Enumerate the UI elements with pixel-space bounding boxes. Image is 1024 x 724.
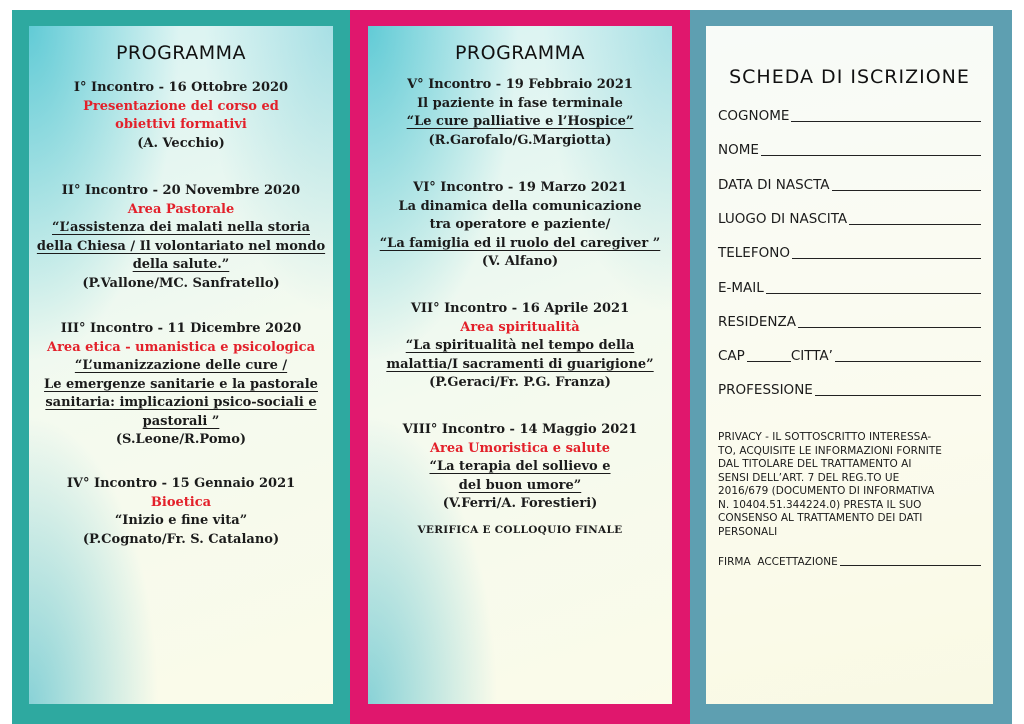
event-topic: malattia/I sacramenti di guarigione” bbox=[386, 356, 654, 372]
input-line[interactable] bbox=[798, 327, 981, 328]
event-speakers: (P.Vallone/MC. Sanfratello) bbox=[82, 275, 280, 291]
input-line[interactable] bbox=[815, 395, 981, 396]
event-topic: “L’umanizzazione delle cure / bbox=[74, 358, 288, 373]
program-panel-left bbox=[29, 26, 333, 704]
event-heading: V° Incontro - 19 Febbraio 2021 bbox=[407, 77, 633, 92]
field-label: E-MAIL bbox=[718, 280, 764, 296]
privacy-line: PERSONALI bbox=[718, 525, 778, 538]
event-heading: IV° Incontro - 15 Gennaio 2021 bbox=[66, 476, 296, 491]
input-line[interactable] bbox=[766, 293, 981, 294]
cap-citta-field[interactable] bbox=[718, 342, 981, 364]
event-heading: VI° Incontro - 19 Marzo 2021 bbox=[413, 180, 627, 195]
citta-label: CITTA’ bbox=[790, 348, 833, 364]
field-label: PROFESSIONE bbox=[718, 382, 813, 398]
field-label: RESIDENZA bbox=[718, 314, 796, 330]
privacy-line: SENSI DELL’ART. 7 DEL REG.TO UE bbox=[718, 471, 900, 484]
event-heading: VII° Incontro - 16 Aprile 2021 bbox=[410, 301, 630, 316]
event-topic: “La terapia del sollievo e bbox=[429, 459, 611, 474]
signature-line[interactable] bbox=[840, 565, 981, 566]
event-topic: del buon umore” bbox=[458, 477, 582, 493]
cognome-field[interactable] bbox=[718, 102, 981, 124]
event-area: Area etica - umanistica e psicologica bbox=[46, 339, 315, 355]
event-heading: I° Incontro - 16 Ottobre 2020 bbox=[73, 80, 289, 95]
signature-field[interactable] bbox=[718, 556, 981, 568]
input-line[interactable] bbox=[761, 155, 981, 156]
registration-form-panel bbox=[706, 26, 993, 704]
event-topic: La dinamica della comunicazione bbox=[398, 198, 642, 214]
event-area: Area Umoristica e salute bbox=[429, 440, 611, 456]
event-topic: pastorali ” bbox=[142, 413, 220, 429]
event-6 bbox=[368, 179, 672, 272]
event-speakers: (P.Geraci/Fr. P.G. Franza) bbox=[429, 375, 611, 390]
event-area: Area spiritualità bbox=[460, 319, 580, 335]
privacy-line: PRIVACY - IL SOTTOSCRITTO INTERESSA- bbox=[718, 431, 932, 443]
event-topic: Il paziente in fase terminale bbox=[417, 95, 623, 111]
event-speakers: (V. Alfano) bbox=[481, 254, 559, 269]
event-speakers: (V.Ferri/A. Forestieri) bbox=[442, 496, 598, 511]
email-field[interactable] bbox=[718, 274, 981, 296]
event-2 bbox=[29, 182, 333, 293]
field-label: COGNOME bbox=[718, 108, 790, 124]
field-label: LUOGO DI NASCITA bbox=[718, 211, 848, 227]
event-heading: III° Incontro - 11 Dicembre 2020 bbox=[60, 321, 302, 336]
input-line[interactable] bbox=[792, 258, 981, 259]
input-line[interactable] bbox=[849, 224, 981, 225]
data-nascita-field[interactable] bbox=[718, 171, 981, 193]
nome-field[interactable] bbox=[718, 136, 981, 158]
field-label: DATA DI NASCTA bbox=[718, 177, 830, 193]
program-title: PROGRAMMA bbox=[115, 42, 247, 64]
input-line[interactable] bbox=[832, 190, 981, 191]
form-title: SCHEDA DI ISCRIZIONE bbox=[729, 66, 970, 88]
input-line[interactable] bbox=[791, 121, 981, 122]
privacy-line: N. 10404.51.344224.0) PRESTA IL SUO bbox=[718, 498, 922, 511]
privacy-notice bbox=[718, 431, 975, 539]
professione-field[interactable] bbox=[718, 376, 981, 398]
cap-input-line[interactable] bbox=[747, 361, 791, 362]
event-topic: “La famiglia ed il ruolo del caregiver ” bbox=[379, 235, 661, 251]
field-label: TELEFONO bbox=[718, 245, 790, 261]
event-topic: della salute.” bbox=[132, 257, 230, 272]
event-topic: Le emergenze sanitarie e la pastorale bbox=[44, 376, 318, 392]
event-4 bbox=[29, 475, 333, 549]
event-area: Area Pastorale bbox=[127, 201, 235, 217]
event-heading: VIII° Incontro - 14 Maggio 2021 bbox=[402, 422, 638, 437]
privacy-line: TO, ACQUISITE LE INFORMAZIONI FORNITE bbox=[718, 444, 942, 457]
cap-label: CAP bbox=[718, 348, 745, 364]
event-5 bbox=[368, 76, 672, 150]
event-topic: della Chiesa / Il volontariato nel mondo bbox=[36, 238, 326, 254]
field-label: NOME bbox=[718, 142, 759, 158]
event-3 bbox=[29, 320, 333, 450]
citta-input-line[interactable] bbox=[835, 361, 981, 362]
final-note: VERIFICA E COLLOQUIO FINALE bbox=[417, 524, 623, 536]
privacy-line: CONSENSO AL TRATTAMENTO DEI DATI bbox=[718, 512, 923, 524]
event-topic: “La spiritualità nel tempo della bbox=[405, 338, 635, 353]
event-topic: tra operatore e paziente/ bbox=[429, 217, 611, 232]
event-area: obiettivi formativi bbox=[115, 117, 247, 132]
program-panel-middle bbox=[368, 26, 672, 704]
event-1 bbox=[29, 79, 333, 153]
signature-label: FIRMA ACCETTAZIONE bbox=[718, 556, 838, 568]
residenza-field[interactable] bbox=[718, 308, 981, 330]
event-speakers: (A. Vecchio) bbox=[137, 135, 225, 151]
privacy-line: 2016/679 (DOCUMENTO DI INFORMATIVA bbox=[718, 485, 935, 497]
event-speakers: (S.Leone/R.Pomo) bbox=[115, 432, 247, 447]
event-area: Bioetica bbox=[150, 494, 212, 510]
luogo-nascita-field[interactable] bbox=[718, 205, 981, 227]
event-speakers: (R.Garofalo/G.Margiotta) bbox=[428, 132, 612, 148]
event-speakers: (P.Cognato/Fr. S. Catalano) bbox=[82, 531, 280, 547]
event-heading: II° Incontro - 20 Novembre 2020 bbox=[61, 183, 301, 198]
telefono-field[interactable] bbox=[718, 239, 981, 261]
event-7 bbox=[368, 300, 672, 393]
event-topic: “Inizio e fine vita” bbox=[114, 513, 248, 528]
event-topic: “L’assistenza dei malati nella storia bbox=[52, 220, 310, 235]
program-title: PROGRAMMA bbox=[454, 42, 586, 64]
event-area: Presentazione del corso ed bbox=[83, 98, 279, 114]
event-topic: “Le cure palliative e l’Hospice” bbox=[406, 114, 634, 129]
event-topic: sanitaria: implicazioni psico-sociali e bbox=[45, 395, 317, 410]
event-8 bbox=[368, 421, 672, 514]
privacy-line: DAL TITOLARE DEL TRATTAMENTO AI bbox=[718, 458, 912, 470]
